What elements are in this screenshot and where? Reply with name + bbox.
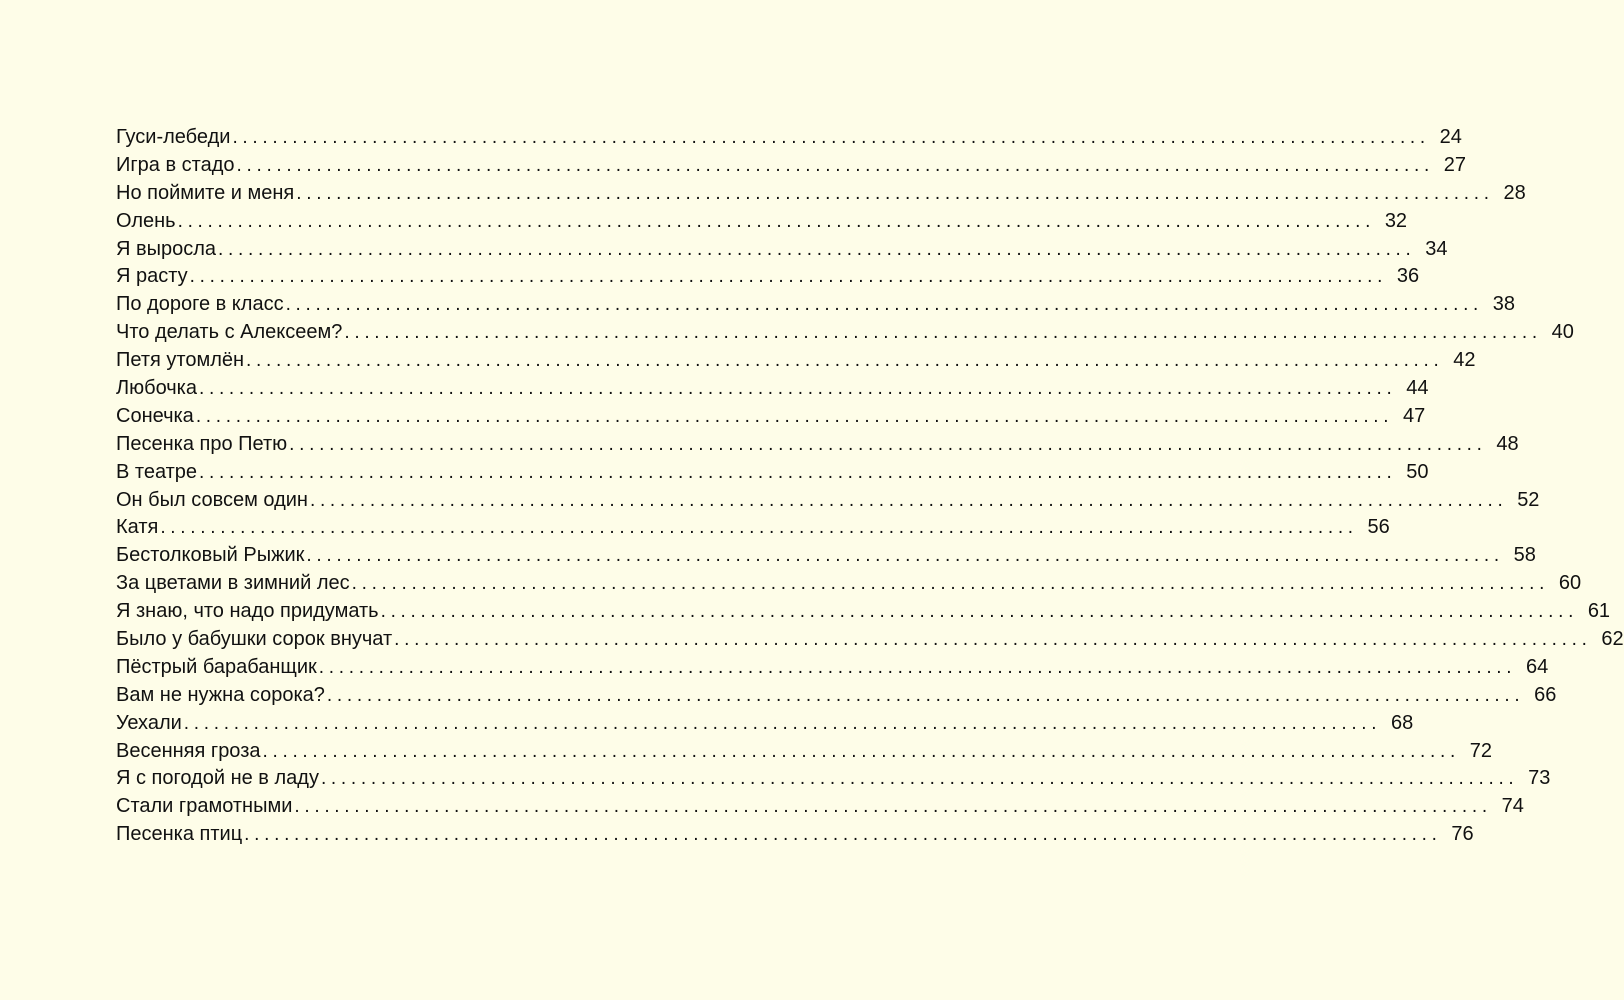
toc-entry [116, 821, 1474, 849]
toc-entry-page: 38 [1492, 293, 1516, 316]
toc-dot-leader: ........................................................................................................................ [306, 545, 1504, 567]
toc-entry [116, 347, 1476, 375]
toc-dot-leader: ........................................................................................................................ [285, 294, 1484, 316]
toc-entry [116, 570, 1582, 598]
toc-dot-leader: ........................................................................................................................ [199, 461, 1397, 483]
toc-entry-page: 42 [1453, 349, 1476, 372]
toc-entry-page: 72 [1469, 739, 1492, 762]
toc-entry [116, 431, 1519, 459]
toc-entry [116, 236, 1448, 264]
toc-entry [116, 738, 1492, 766]
toc-entry-title: Я выросла [116, 237, 217, 260]
toc-entry [116, 459, 1429, 487]
toc-entry [116, 208, 1408, 236]
toc-entry-page: 73 [1528, 767, 1551, 790]
toc-entry-title: Весенняя гроза [116, 739, 261, 762]
toc-entry [116, 793, 1524, 821]
toc-entry-title: Игра в стадо [116, 153, 235, 176]
toc-entry-page: 32 [1384, 209, 1408, 232]
toc-entry [116, 682, 1557, 710]
toc-entry [116, 180, 1526, 208]
toc-entry-title: Стали грамотными [116, 795, 293, 818]
table-of-contents [116, 124, 1624, 849]
toc-entry [116, 487, 1540, 515]
toc-entry [116, 542, 1536, 570]
toc-entry-title: Я с погодой не в ладу [116, 767, 319, 790]
toc-dot-leader: ........................................................................................................................ [351, 573, 1550, 595]
toc-entry [116, 514, 1390, 542]
toc-dot-leader: ........................................................................................................................ [262, 740, 1460, 762]
toc-entry-page: 47 [1403, 404, 1426, 427]
toc-entry-title: Вам не нужна сорока? [116, 683, 325, 706]
toc-entry-title: За цветами в зимний лес [116, 572, 350, 595]
toc-entry-title: В театре [116, 460, 198, 483]
toc-dot-leader: ........................................................................................................................ [309, 489, 1508, 511]
toc-entry-title: Песенка про Петю [116, 432, 288, 455]
toc-entry-page: 34 [1425, 237, 1448, 260]
toc-entry-page: 64 [1526, 655, 1549, 678]
toc-dot-leader: ........................................................................................................................ [177, 210, 1376, 232]
toc-entry-title: Петя утомлён [116, 349, 245, 372]
toc-dot-leader: ........................................................................................................................ [326, 684, 1525, 706]
toc-entry-title: Сонечка [116, 404, 194, 427]
toc-entry-page: 60 [1558, 572, 1582, 595]
toc-entry [116, 152, 1466, 180]
toc-dot-leader: ........................................................................................................................ [289, 433, 1487, 455]
toc-dot-leader: ........................................................................................................................ [294, 796, 1492, 818]
toc-entry [116, 765, 1551, 793]
toc-dot-leader: ........................................................................................................................ [236, 154, 1434, 176]
toc-dot-leader: ........................................................................................................................ [318, 656, 1517, 678]
toc-entry-title: Было у бабушки сорок внучат [116, 628, 393, 651]
toc-entry-title: Песенка птиц [116, 823, 243, 846]
toc-entry-title: Пёстрый барабанщик [116, 655, 317, 678]
toc-entry [116, 319, 1574, 347]
toc-entry [116, 263, 1420, 291]
toc-entry [116, 403, 1426, 431]
toc-dot-leader: ........................................................................................................................ [380, 601, 1579, 623]
toc-entry [116, 375, 1429, 403]
toc-entry-page: 48 [1496, 432, 1519, 455]
toc-dot-leader: ........................................................................................................................ [218, 238, 1416, 260]
toc-dot-leader: ........................................................................................................................ [244, 824, 1442, 846]
toc-dot-leader: ........................................................................................................................ [246, 350, 1444, 372]
toc-dot-leader: ........................................................................................................................ [394, 629, 1592, 651]
toc-entry-title: Я расту [116, 265, 188, 288]
toc-dot-leader: ........................................................................................................................ [296, 182, 1494, 204]
toc-entry-page: 76 [1451, 823, 1474, 846]
toc-entry-page: 52 [1517, 488, 1540, 511]
toc-entry [116, 291, 1516, 319]
toc-entry-page: 36 [1396, 265, 1420, 288]
toc-dot-leader: ........................................................................................................................ [195, 405, 1394, 427]
toc-entry-title: Любочка [116, 377, 197, 400]
toc-entry-title: Что делать с Алексеем? [116, 321, 343, 344]
toc-dot-leader: ........................................................................................................................ [189, 266, 1388, 288]
toc-dot-leader: ........................................................................................................................ [183, 712, 1382, 734]
toc-dot-leader: ........................................................................................................................ [232, 127, 1430, 148]
toc-entry-title: Но поймите и меня [116, 181, 295, 204]
toc-entry-title: Бестолковый Рыжик [116, 544, 305, 567]
toc-entry [116, 654, 1549, 682]
toc-dot-leader: ........................................................................................................................ [320, 768, 1519, 790]
toc-entry [116, 710, 1414, 738]
toc-dot-leader: ........................................................................................................................ [199, 378, 1397, 400]
toc-entry-page: 56 [1367, 516, 1390, 539]
toc-entry [116, 124, 1462, 152]
toc-entry-page: 27 [1443, 153, 1466, 176]
toc-entry [116, 598, 1611, 626]
toc-entry-page: 62 [1601, 628, 1624, 651]
toc-entry-page: 74 [1501, 795, 1524, 818]
toc-entry-page: 28 [1503, 181, 1526, 204]
toc-dot-leader: ........................................................................................................................ [160, 517, 1358, 539]
toc-entry-page: 50 [1406, 460, 1429, 483]
toc-entry-page: 24 [1439, 126, 1462, 148]
toc-dot-leader: ........................................................................................................................ [344, 322, 1542, 344]
toc-entry-page: 61 [1587, 600, 1611, 623]
toc-entry-title: Катя [116, 516, 159, 539]
toc-entry-title: Он был совсем один [116, 488, 308, 511]
toc-entry-title: Уехали [116, 711, 182, 734]
toc-entry-title: Олень [116, 209, 176, 232]
toc-entry-title: По дороге в класс [116, 293, 284, 316]
toc-entry-page: 40 [1551, 321, 1574, 344]
toc-entry-page: 44 [1406, 377, 1429, 400]
toc-entry-page: 68 [1391, 711, 1414, 734]
toc-entry [116, 626, 1624, 654]
toc-entry-page: 66 [1534, 683, 1557, 706]
toc-entry-title: Я знаю, что надо придумать [116, 600, 379, 623]
toc-entry-page: 58 [1513, 544, 1536, 567]
toc-entry-title: Гуси-лебеди [116, 126, 231, 148]
